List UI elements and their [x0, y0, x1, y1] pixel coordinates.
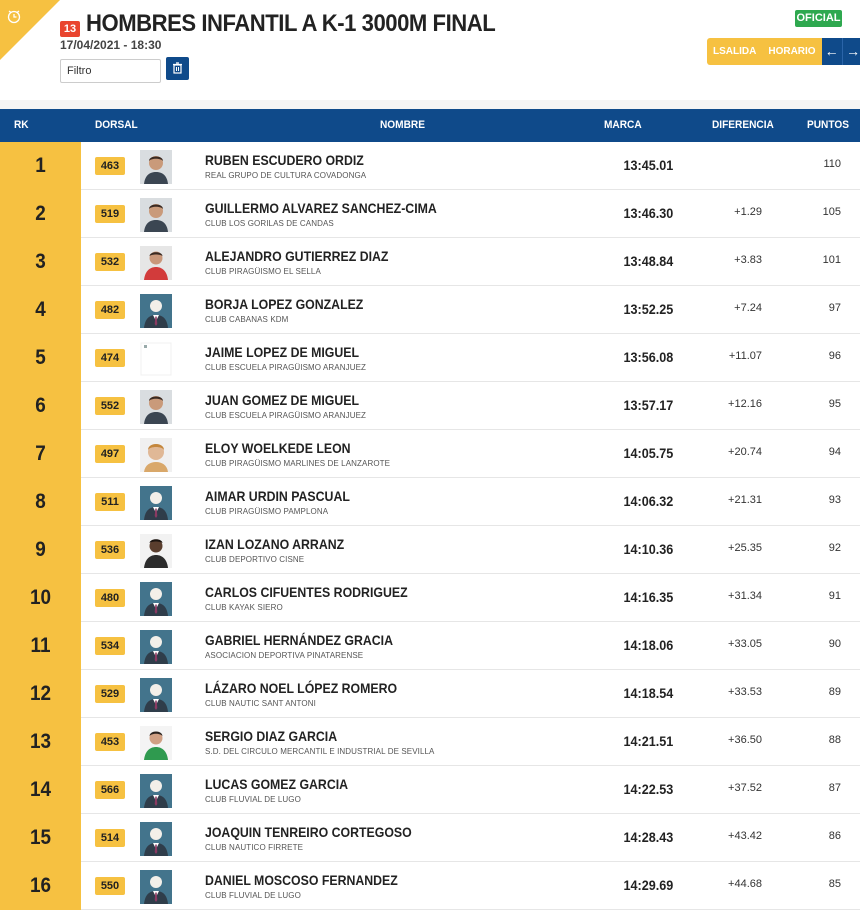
- club-name: S.D. DEL CIRCULO MERCANTIL E INDUSTRIAL DE SEVILLA: [205, 747, 435, 756]
- rank-value: 6: [35, 394, 46, 417]
- bib-badge: 529: [95, 685, 125, 703]
- bib-badge: 497: [95, 445, 125, 463]
- time-difference: +43.42: [728, 830, 762, 842]
- athlete-name[interactable]: IZAN LOZANO ARRANZ: [205, 536, 345, 552]
- table-row[interactable]: [0, 814, 860, 862]
- table-row[interactable]: [0, 478, 860, 526]
- result-time: 14:28.43: [623, 829, 673, 845]
- athlete-name[interactable]: RUBEN ESCUDERO ORDIZ: [205, 152, 364, 168]
- bib-badge: 532: [95, 253, 125, 271]
- bib-badge: 482: [95, 301, 125, 319]
- rank-value: 11: [30, 634, 51, 657]
- rank-cell: [0, 142, 81, 190]
- rank-value: 10: [29, 586, 52, 609]
- bib-badge: 519: [95, 205, 125, 223]
- bib-badge: 463: [95, 157, 125, 175]
- bib-badge: 536: [95, 541, 125, 559]
- rank-cell: [0, 814, 81, 862]
- rank-cell: [0, 574, 81, 622]
- rank-cell: [0, 862, 81, 910]
- points-value: 89: [828, 686, 841, 698]
- points-value: 94: [828, 446, 841, 458]
- athlete-avatar: [140, 630, 172, 664]
- club-name: CLUB ESCUELA PIRAGÜISMO ARANJUEZ: [205, 411, 367, 420]
- points-value: 95: [828, 398, 841, 410]
- athlete-name[interactable]: AIMAR URDIN PASCUAL: [205, 488, 350, 504]
- club-name: CLUB NAUTICO FIRRETE: [205, 843, 304, 852]
- rank-cell: [0, 478, 81, 526]
- athlete-name[interactable]: JUAN GOMEZ DE MIGUEL: [205, 392, 360, 408]
- points-value: 86: [828, 830, 841, 842]
- table-row[interactable]: [0, 574, 860, 622]
- rank-cell: [0, 382, 81, 430]
- column-points[interactable]: PUNTOS: [807, 119, 849, 131]
- athlete-avatar: [140, 246, 172, 280]
- next-event-button[interactable]: [843, 38, 860, 65]
- start-list-button[interactable]: LSALIDA: [707, 38, 762, 65]
- rank-value: 3: [35, 250, 46, 273]
- result-time: 13:45.01: [623, 157, 673, 173]
- athlete-avatar: [140, 486, 172, 520]
- result-time: 13:56.08: [623, 349, 673, 365]
- bib-badge: 534: [95, 637, 125, 655]
- athlete-avatar: [140, 438, 172, 472]
- rank-value: 16: [29, 874, 52, 897]
- points-value: 93: [828, 494, 841, 506]
- result-time: 14:10.36: [623, 541, 673, 557]
- table-row[interactable]: [0, 430, 860, 478]
- bib-badge: 552: [95, 397, 125, 415]
- athlete-avatar: [140, 150, 172, 184]
- table-row[interactable]: [0, 190, 860, 238]
- rank-cell: [0, 766, 81, 814]
- athlete-name[interactable]: JAIME LOPEZ DE MIGUEL: [205, 344, 360, 360]
- result-time: 13:48.84: [623, 253, 673, 269]
- rank-cell: [0, 430, 81, 478]
- result-time: 14:22.53: [623, 781, 673, 797]
- athlete-avatar: [140, 294, 172, 328]
- club-name: CLUB ESCUELA PIRAGÜISMO ARANJUEZ: [205, 363, 367, 372]
- rank-cell: [0, 334, 81, 382]
- table-row[interactable]: [0, 334, 860, 382]
- athlete-name[interactable]: GUILLERMO ALVAREZ SANCHEZ-CIMA: [205, 200, 437, 216]
- rank-value: 12: [29, 682, 52, 705]
- points-value: 105: [822, 206, 841, 218]
- table-row[interactable]: [0, 670, 860, 718]
- table-row[interactable]: [0, 238, 860, 286]
- event-datetime: 17/04/2021 - 18:30: [60, 38, 162, 52]
- time-difference: +7.24: [734, 302, 762, 314]
- rank-cell: [0, 670, 81, 718]
- navigation-buttons: [707, 38, 860, 65]
- points-value: 96: [828, 350, 841, 362]
- event-number-badge: 13: [60, 21, 80, 37]
- rank-value: 13: [29, 730, 52, 753]
- points-value: 88: [828, 734, 841, 746]
- column-name[interactable]: NOMBRE: [380, 119, 425, 131]
- club-name: CLUB LOS GORILAS DE CANDAS: [205, 219, 334, 228]
- athlete-avatar: [140, 726, 172, 760]
- points-value: 97: [828, 302, 841, 314]
- time-difference: +21.31: [728, 494, 762, 506]
- athlete-avatar: [140, 582, 172, 616]
- club-name: CLUB CABANAS KDM: [205, 315, 289, 324]
- column-diff[interactable]: DIFERENCIA: [712, 119, 774, 131]
- bib-badge: 566: [95, 781, 125, 799]
- arrow-left-icon: ←: [824, 43, 839, 59]
- column-rank[interactable]: RK: [14, 119, 29, 131]
- clear-filter-button[interactable]: [166, 57, 189, 80]
- bib-badge: 453: [95, 733, 125, 751]
- club-name: CLUB PIRAGÜISMO MARLINES DE LANZAROTE: [205, 459, 391, 468]
- bib-badge: 514: [95, 829, 125, 847]
- rank-cell: [0, 718, 81, 766]
- time-difference: +1.29: [734, 206, 762, 218]
- time-difference: +44.68: [728, 878, 762, 890]
- rank-value: 14: [29, 778, 52, 801]
- athlete-avatar: [140, 774, 172, 808]
- bib-badge: 474: [95, 349, 125, 367]
- result-time: 14:18.54: [623, 685, 673, 701]
- time-difference: +36.50: [728, 734, 762, 746]
- club-name: ASOCIACION DEPORTIVA PINATARENSE: [205, 651, 364, 660]
- points-value: 101: [822, 254, 841, 266]
- athlete-avatar: [140, 870, 172, 904]
- points-value: 91: [828, 590, 841, 602]
- rank-value: 9: [35, 538, 46, 561]
- result-time: 13:57.17: [623, 397, 673, 413]
- time-difference: +25.35: [728, 542, 762, 554]
- athlete-avatar: [140, 678, 172, 712]
- page-title: HOMBRES INFANTIL A K-1 3000M FINAL: [86, 10, 496, 37]
- prev-event-button[interactable]: [822, 38, 843, 65]
- athlete-name[interactable]: CARLOS CIFUENTES RODRIGUEZ: [205, 584, 408, 600]
- points-value: 87: [828, 782, 841, 794]
- athlete-name[interactable]: BORJA LOPEZ GONZALEZ: [205, 296, 364, 312]
- clock-icon: [6, 8, 22, 24]
- athlete-avatar: [140, 534, 172, 568]
- table-row[interactable]: [0, 286, 860, 334]
- table-row[interactable]: [0, 718, 860, 766]
- bib-badge: 550: [95, 877, 125, 895]
- athlete-avatar: [140, 342, 172, 376]
- status-badge: OFICIAL: [795, 10, 842, 27]
- club-name: REAL GRUPO DE CULTURA COVADONGA: [205, 171, 367, 180]
- time-difference: +20.74: [728, 446, 762, 458]
- table-row[interactable]: [0, 862, 860, 910]
- header-divider: [0, 100, 860, 109]
- time-difference: +11.07: [728, 350, 762, 362]
- rank-cell: [0, 238, 81, 286]
- points-value: 90: [828, 638, 841, 650]
- rank-cell: [0, 190, 81, 238]
- rank-cell: [0, 622, 81, 670]
- points-value: 85: [828, 878, 841, 890]
- rank-value: 2: [35, 202, 46, 225]
- points-value: 92: [828, 542, 841, 554]
- athlete-avatar: [140, 390, 172, 424]
- result-time: 14:29.69: [623, 877, 673, 893]
- table-row[interactable]: [0, 382, 860, 430]
- column-bib[interactable]: DORSAL: [95, 119, 138, 131]
- points-value: 110: [823, 158, 841, 170]
- time-difference: +31.34: [728, 590, 762, 602]
- club-name: CLUB NAUTIC SANT ANTONI: [205, 699, 316, 708]
- event-header: [0, 0, 860, 100]
- athlete-name[interactable]: ELOY WOELKEDE LEON: [205, 440, 351, 456]
- results-table-header: [0, 109, 860, 142]
- bib-badge: 480: [95, 589, 125, 607]
- result-time: 14:18.06: [623, 637, 673, 653]
- column-time[interactable]: MARCA: [604, 119, 642, 131]
- athlete-name[interactable]: DANIEL MOSCOSO FERNANDEZ: [205, 872, 398, 888]
- athlete-avatar: [140, 198, 172, 232]
- athlete-name[interactable]: GABRIEL HERNÁNDEZ GRACIA: [205, 632, 394, 648]
- result-time: 13:52.25: [623, 301, 673, 317]
- club-name: CLUB FLUVIAL DE LUGO: [205, 891, 301, 900]
- table-row[interactable]: [0, 766, 860, 814]
- filter-input[interactable]: [60, 59, 161, 83]
- table-row[interactable]: [0, 142, 860, 190]
- time-difference: +33.53: [728, 686, 762, 698]
- athlete-avatar: [140, 822, 172, 856]
- club-name: CLUB FLUVIAL DE LUGO: [205, 795, 301, 804]
- rank-value: 1: [35, 154, 46, 177]
- table-row[interactable]: [0, 622, 860, 670]
- club-name: CLUB DEPORTIVO CISNE: [205, 555, 305, 564]
- time-difference: +3.83: [734, 254, 762, 266]
- club-name: CLUB KAYAK SIERO: [205, 603, 283, 612]
- result-time: 14:16.35: [623, 589, 673, 605]
- club-name: CLUB PIRAGÜISMO EL SELLA: [205, 267, 321, 276]
- athlete-name[interactable]: JOAQUIN TENREIRO CORTEGOSO: [205, 824, 412, 840]
- schedule-button[interactable]: HORARIO: [762, 38, 821, 65]
- rank-cell: [0, 526, 81, 574]
- club-name: CLUB PIRAGÜISMO PAMPLONA: [205, 507, 329, 516]
- time-difference: +12.16: [728, 398, 762, 410]
- result-time: 14:21.51: [623, 733, 673, 749]
- rank-value: 15: [29, 826, 52, 849]
- rank-value: 5: [35, 346, 46, 369]
- rank-cell: [0, 286, 81, 334]
- table-row[interactable]: [0, 526, 860, 574]
- rank-value: 7: [35, 442, 46, 465]
- rank-value: 4: [35, 298, 46, 321]
- bib-badge: 511: [95, 493, 125, 511]
- result-time: 14:05.75: [623, 445, 673, 461]
- result-time: 14:06.32: [623, 493, 673, 509]
- time-difference: +33.05: [728, 638, 762, 650]
- time-difference: +37.52: [728, 782, 762, 794]
- athlete-name[interactable]: LÁZARO NOEL LÓPEZ ROMERO: [205, 680, 398, 696]
- athlete-name[interactable]: ALEJANDRO GUTIERREZ DIAZ: [205, 248, 389, 264]
- athlete-name[interactable]: LUCAS GOMEZ GARCIA: [205, 776, 349, 792]
- trash-icon: [166, 57, 189, 80]
- result-time: 13:46.30: [623, 205, 673, 221]
- arrow-right-icon: →: [846, 43, 860, 59]
- rank-value: 8: [35, 490, 46, 513]
- athlete-name[interactable]: SERGIO DIAZ GARCIA: [205, 728, 338, 744]
